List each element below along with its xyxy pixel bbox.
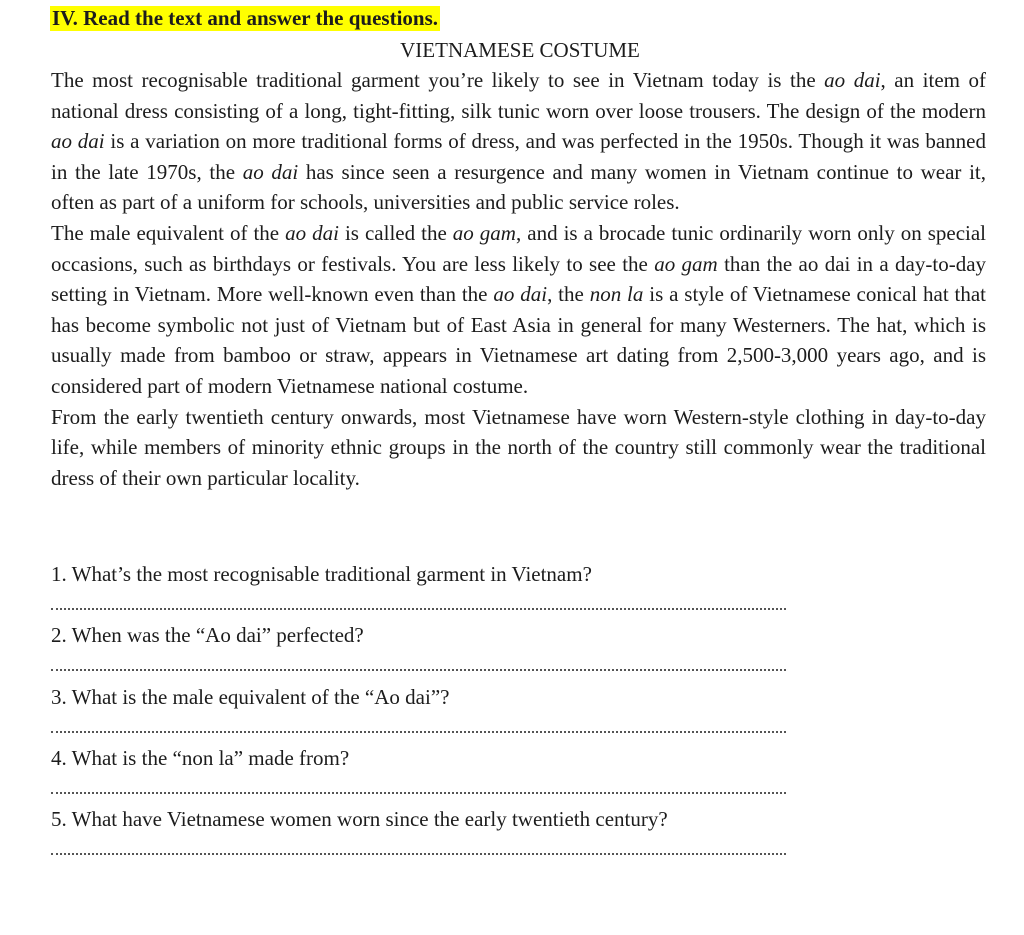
text-run: The male equivalent of the (51, 220, 286, 245)
text-run: than the ao dai in a day-to-day setting in Vietnam. More well-known even than the (51, 251, 987, 307)
italic-term: ao dai (51, 129, 105, 154)
text-run: , an item of national dress consisting of a long, tight-fitting, silk tunic worn over loose trousers. The design of the modern (51, 68, 986, 123)
text-run: has since seen a resurgence and many women in Vietnam continue to wear it, often as part of a uniform for schools, universities and public service roles. (51, 159, 986, 215)
answer-line[interactable] (51, 669, 786, 671)
highlighted-heading-text: IV. Read the text and answer the questions. (52, 6, 439, 30)
question-text: 4. What is the “non la” made from? (51, 745, 350, 770)
italic-term: ao gam (452, 220, 516, 245)
answer-line[interactable] (51, 792, 786, 794)
italic-term: ao dai (242, 159, 299, 184)
italic-term: ao dai (285, 220, 339, 245)
answer-line[interactable] (51, 731, 786, 733)
question-list (51, 559, 786, 865)
question-text: 1. What’s the most recognisable traditional garment in Vietnam? (51, 562, 592, 586)
question-item (51, 804, 786, 865)
question-item (51, 620, 786, 681)
paragraph-1 (51, 65, 986, 218)
paragraph-3: From the early twentieth century onwards, most Vietnamese have worn Western-style clothing in day-to-day life, while members of minority ethnic groups in the north of the country still commonly wear the traditional dress of their own particular locality. (51, 404, 986, 490)
question-text: 3. What is the male equivalent of the “Ao dai”? (51, 684, 450, 709)
question-item (51, 559, 786, 620)
italic-term: ao dai (493, 282, 548, 307)
text-run: , the (547, 282, 590, 307)
section-heading (50, 4, 440, 32)
text-run: is called the (338, 220, 453, 245)
text-run: , and is a brocade tunic ordinarily worn only on special occasions, such as birthdays or festivals. You are less likely to see the (51, 220, 987, 276)
italic-term: ao gam (654, 251, 718, 276)
question-item (51, 682, 786, 743)
italic-term: non la (589, 282, 644, 307)
answer-line[interactable] (51, 608, 786, 610)
reading-passage (51, 65, 986, 493)
question-item (51, 743, 786, 804)
question-text: 2. When was the “Ao dai” perfected? (51, 623, 364, 648)
passage-title: VIETNAMESE COSTUME (400, 38, 640, 62)
text-run: The most recognisable traditional garment you’re likely to see in Vietnam today is the (51, 68, 825, 92)
question-text: 5. What have Vietnamese women worn since the early twentieth century? (51, 807, 668, 832)
text-run: is a variation on more traditional forms of dress, and was perfected in the 1950s. Though it was banned in the late 1970s, the (51, 129, 986, 184)
answer-line[interactable] (51, 853, 786, 855)
italic-term: ao dai (824, 68, 881, 92)
text-run: is a style of Vietnamese conical hat that has become symbolic not just of Vietnam but of East Asia in general for many Westerners. The hat, which is usually made from bamboo or straw, appears in Vietnamese art dating from 2,500-3,000 years ago, and is considered part of modern Vietnamese national costume. (51, 282, 987, 398)
paragraph-2 (51, 218, 986, 402)
